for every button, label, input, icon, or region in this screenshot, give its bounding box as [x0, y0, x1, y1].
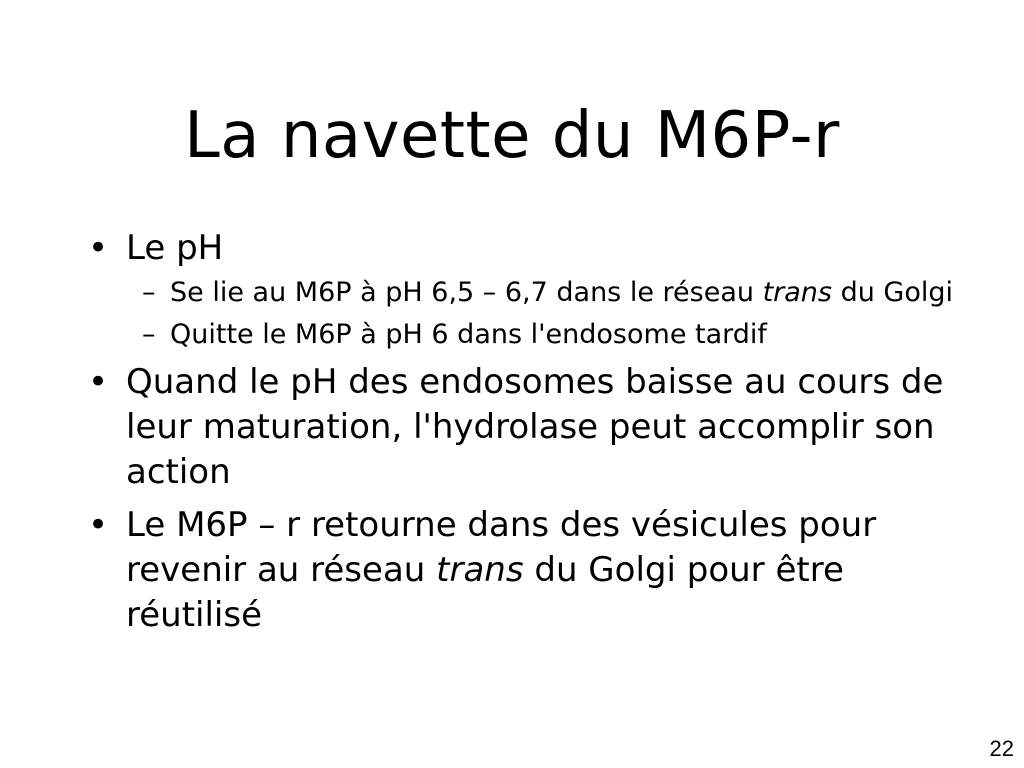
- emphasis-text: trans: [762, 277, 832, 308]
- sub-bullet-list: [142, 276, 968, 351]
- bullet-item: [88, 503, 968, 638]
- slide-title: La navette du M6P-r: [184, 99, 840, 173]
- bullet-text: Le M6P – r retourne dans des vésicules pour revenir au réseau: [126, 505, 877, 590]
- sub-bullet-item: [142, 276, 968, 309]
- sub-bullet-text: Quitte le M6P à pH 6 dans l'endosome tardif: [170, 319, 767, 350]
- bullet-text: Le pH: [126, 228, 224, 268]
- sub-bullet-marker: –: [142, 277, 156, 308]
- emphasis-text: trans: [436, 550, 524, 590]
- bullet-list: [88, 226, 968, 646]
- sub-bullet-text: du Golgi: [832, 277, 953, 308]
- slide-number: 22: [989, 736, 1014, 761]
- bullet-marker: •: [88, 362, 109, 402]
- sub-bullet-marker: –: [142, 319, 156, 350]
- sub-bullet-text: Se lie au M6P à pH 6,5 – 6,7 dans le réseau: [170, 277, 763, 308]
- bullet-text: du Golgi pour être réutilisé: [126, 550, 844, 635]
- bullet-marker: •: [88, 505, 109, 545]
- sub-bullet-item: [142, 318, 968, 351]
- bullet-item: [88, 360, 968, 495]
- bullet-item: [88, 226, 968, 351]
- bullet-marker: •: [88, 228, 109, 268]
- bullet-text: Quand le pH des endosomes baisse au cours de leur maturation, l'hydrolase peut accomplir son action: [126, 362, 944, 492]
